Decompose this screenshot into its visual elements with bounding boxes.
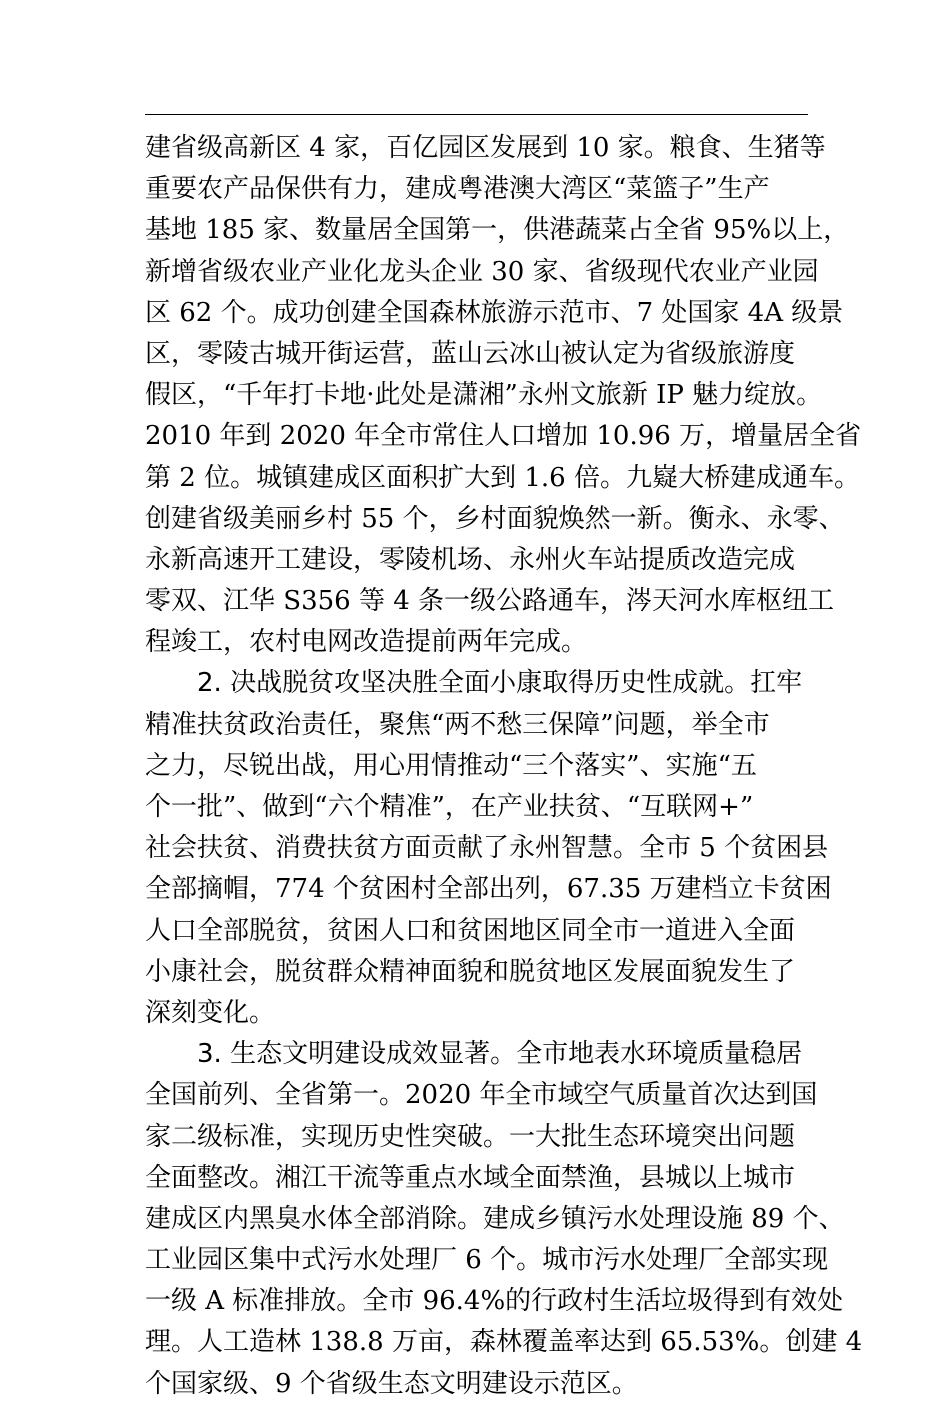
header-rule [145,114,808,115]
text-line: 零双、江华 S356 等 4 条一级公路通车，涔天河水库枢纽工 [145,586,835,617]
text-line: 假区，“千年打卡地·此处是潇湘”永州文旅新 IP 魅力绽放。 [145,380,823,411]
text-line: 个一批”、做到“六个精准”，在产业扶贫、“互联网+” [145,792,754,822]
text-line: 程竣工，农村电网改造提前两年完成。 [145,627,588,658]
section-heading: 2. 决战脱贫攻坚决胜全面小康取得历史性成就。 [197,668,751,699]
text-line: 全部摘帽，774 个贫困村全部出列，67.35 万建档立卡贫困 [145,874,832,905]
text-line: 家二级标准，实现历史性突破。一大批生态环境突出问题 [145,1121,796,1152]
text-line: 基地 185 家、数量居全国第一，供港蔬菜占全省 95%以上， [145,215,850,246]
text-line: 永新高速开工建设，零陵机场、永州火车站提质改造完成 [145,544,796,575]
text-line: 之力，尽锐出战，用心用情推动“三个落实”、实施“五 [145,750,757,781]
text-line: 全国前列、全省第一。2020 年全市域空气质量首次达到国 [145,1080,818,1111]
text-line: 建省级高新区 4 家，百亿园区发展到 10 家。粮食、生猪等 [145,133,826,163]
paragraph-2 [145,663,832,1034]
text-line: 人口全部脱贫，贫困人口和贫困地区同全市一道进入全面 [145,915,796,946]
text-line: 重要农产品保供有力，建成粤港澳大湾区“菜篮子”生产 [145,174,770,205]
text-line: 第 2 位。城镇建成区面积扩大到 1.6 倍。九嶷大桥建成通车。 [145,462,860,493]
section-heading: 3. 生态文明建设成效显著。 [197,1039,517,1070]
text-line: 精准扶贫政治责任，聚焦“两不愁三保障”问题，举全市 [145,709,770,740]
text-line: 社会扶贫、消费扶贫方面贡献了永州智慧。全市 5 个贫困县 [145,833,829,864]
text-line: 建成区内黑臭水体全部消除。建成乡镇污水处理设施 89 个、 [145,1203,845,1234]
text-line: 理。人工造林 138.8 万亩，森林覆盖率达到 65.53%。创建 4 [145,1327,863,1358]
text-line: 小康社会，脱贫群众精神面貌和脱贫地区发展面貌发生了 [145,956,796,987]
document-body [145,128,863,1405]
paragraph-3 [145,1034,863,1405]
text-run: 全市地表水环境质量稳居 [516,1039,803,1070]
text-line: 一级 A 标准排放。全市 96.4%的行政村生活垃圾得到有效处 [145,1286,844,1317]
text-line-first [145,1034,808,1075]
text-line-first [145,663,808,704]
text-line: 个国家级、9 个省级生态文明建设示范区。 [145,1368,638,1399]
text-line: 创建省级美丽乡村 55 个，乡村面貌焕然一新。衡永、永零、 [145,503,845,534]
text-line: 2010 年到 2020 年全市常住人口增加 10.96 万，增量居全省 [145,421,862,452]
text-line: 深刻变化。 [145,997,276,1028]
text-line: 新增省级农业产业化龙头企业 30 家、省级现代农业产业园 [145,256,819,287]
text-line: 区 62 个。成功创建全国森林旅游示范市、7 处国家 4A 级景 [145,297,844,328]
text-run: 扛牢 [750,668,803,699]
text-line: 工业园区集中式污水处理厂 6 个。城市污水处理厂全部实现 [145,1245,829,1276]
text-line: 全面整改。湘江干流等重点水域全面禁渔，县城以上城市 [145,1162,796,1193]
text-line: 区，零陵古城开街运营，蓝山云冰山被认定为省级旅游度 [145,338,796,369]
paragraph-1 [145,128,862,663]
